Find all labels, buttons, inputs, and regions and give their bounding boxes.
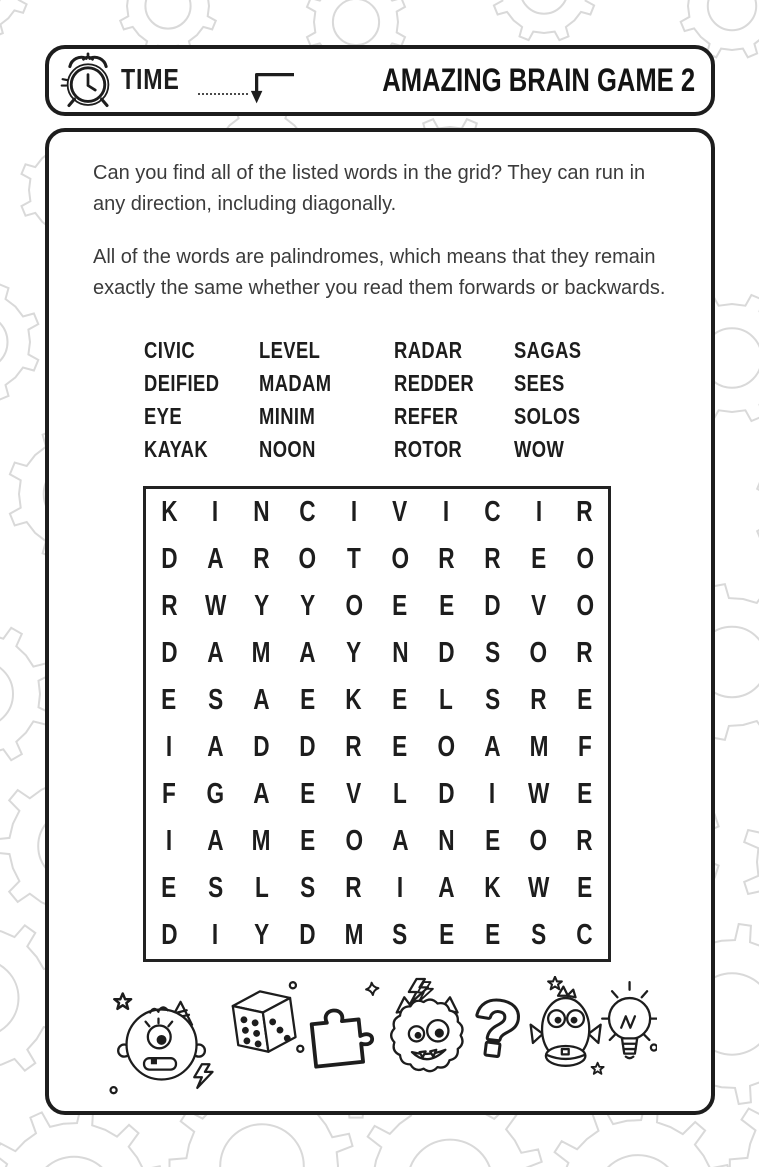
grid-cell xyxy=(377,818,423,865)
grid-cell xyxy=(285,489,331,536)
grid-letter: A xyxy=(438,872,455,904)
grid-cell xyxy=(192,724,238,771)
grid-cell xyxy=(238,771,284,818)
word-list-item xyxy=(514,367,598,400)
alarm-clock-icon xyxy=(59,52,117,110)
grid-letter: I xyxy=(535,496,542,528)
time-label: TIME xyxy=(121,64,180,96)
grid-cell xyxy=(146,677,192,724)
grid-letter: E xyxy=(438,919,454,951)
grid-letter: O xyxy=(345,825,363,857)
grid-letter: R xyxy=(438,543,455,575)
time-write-in-line xyxy=(198,67,248,95)
grid-cell xyxy=(285,724,331,771)
grid-letter: A xyxy=(299,637,316,669)
grid-cell xyxy=(516,489,562,536)
grid-cell xyxy=(192,818,238,865)
grid-letter: A xyxy=(207,543,224,575)
silly-creature-doodle xyxy=(531,977,604,1074)
grid-letter: A xyxy=(391,825,409,857)
grid-cell xyxy=(331,630,377,677)
word-text: SEES xyxy=(514,370,565,396)
grid-letter: D xyxy=(160,919,178,951)
grid-cell xyxy=(238,818,284,865)
word-list-column xyxy=(394,334,514,466)
grid-letter: S xyxy=(207,872,223,904)
grid-cell xyxy=(146,489,192,536)
word-list-item xyxy=(259,433,394,466)
grid-letter: A xyxy=(207,731,224,763)
grid-letter: E xyxy=(300,684,316,716)
grid-letter: C xyxy=(299,496,316,528)
star-icon xyxy=(592,1063,604,1074)
word-list-item xyxy=(394,367,514,400)
word-list-item xyxy=(514,400,598,433)
grid-letter: E xyxy=(577,684,593,716)
grid-cell xyxy=(516,630,562,677)
grid-letter: F xyxy=(162,778,177,810)
grid-letter: R xyxy=(530,684,547,716)
grid-cell xyxy=(331,677,377,724)
grid-letter: K xyxy=(345,684,363,716)
grid-cell xyxy=(516,583,562,630)
cyclops-face-doodle xyxy=(111,994,213,1094)
grid-letter: O xyxy=(391,543,409,575)
grid-cell xyxy=(423,818,469,865)
grid-letter: R xyxy=(345,872,363,904)
grid-cell xyxy=(238,630,284,677)
grid-cell xyxy=(469,818,515,865)
word-text: EYE xyxy=(144,403,183,429)
word-list-item xyxy=(144,433,259,466)
star-icon xyxy=(548,977,562,990)
grid-cell xyxy=(331,724,377,771)
word-list-column xyxy=(144,334,259,466)
grid-letter: E xyxy=(392,731,408,763)
grid-letter: A xyxy=(484,731,501,763)
grid-cell xyxy=(146,912,192,959)
grid-letter: F xyxy=(577,731,592,763)
grid-cell xyxy=(377,583,423,630)
grid-cell xyxy=(562,677,608,724)
grid-letter: E xyxy=(484,919,501,951)
grid-cell xyxy=(238,536,284,583)
grid-cell xyxy=(331,489,377,536)
grid-letter: S xyxy=(531,919,547,951)
grid-cell xyxy=(469,724,515,771)
grid-cell xyxy=(285,865,331,912)
grid-letter: R xyxy=(576,496,594,528)
grid-cell xyxy=(285,630,331,677)
grid-cell xyxy=(562,818,608,865)
word-text: MADAM xyxy=(259,370,332,396)
grid-letter: V xyxy=(346,778,362,810)
grid-cell xyxy=(377,724,423,771)
word-list-item xyxy=(514,433,598,466)
grid-cell xyxy=(285,771,331,818)
fluffy-monster-doodle xyxy=(391,979,462,1071)
word-list xyxy=(144,334,711,466)
grid-letter: E xyxy=(531,543,547,575)
grid-cell xyxy=(423,677,469,724)
grid-letter: N xyxy=(391,637,409,669)
grid-letter: E xyxy=(577,778,593,810)
grid-cell xyxy=(562,536,608,583)
grid-letter: O xyxy=(345,590,363,622)
grid-cell xyxy=(238,865,284,912)
grid-cell xyxy=(562,630,608,677)
instructions-paragraph-2: All of the words are palindromes, which means that they remain exactly the same whether you read them forwards or backwards. xyxy=(93,246,666,299)
grid-letter: A xyxy=(207,825,224,857)
word-list-item xyxy=(394,400,514,433)
dice-doodle xyxy=(231,982,306,1060)
grid-cell xyxy=(469,583,515,630)
grid-letter: L xyxy=(439,684,454,716)
word-text: KAYAK xyxy=(144,436,209,462)
grid-letter: E xyxy=(161,872,177,904)
grid-letter: D xyxy=(253,731,270,763)
grid-cell xyxy=(516,865,562,912)
grid-letter: O xyxy=(576,590,594,622)
word-list-item xyxy=(259,334,394,367)
grid-cell xyxy=(192,771,238,818)
grid-letter: A xyxy=(253,778,270,810)
grid-letter: E xyxy=(392,590,408,622)
word-text: ROTOR xyxy=(394,436,463,462)
grid-letter: R xyxy=(160,590,178,622)
grid-cell xyxy=(423,536,469,583)
grid-letter: C xyxy=(576,919,594,951)
grid-cell xyxy=(516,536,562,583)
grid-cell xyxy=(377,865,423,912)
puzzle-card xyxy=(45,128,715,1115)
word-list-item xyxy=(144,334,259,367)
grid-cell xyxy=(192,536,238,583)
grid-cell xyxy=(562,489,608,536)
star-icon xyxy=(114,994,131,1009)
grid-cell xyxy=(146,818,192,865)
word-list-item xyxy=(514,334,598,367)
grid-letter: O xyxy=(576,543,594,575)
word-text: RADAR xyxy=(394,337,463,363)
grid-letter: E xyxy=(161,684,177,716)
grid-letter: I xyxy=(489,778,496,810)
grid-cell xyxy=(562,912,608,959)
word-text: REFER xyxy=(394,403,459,429)
grid-letter: I xyxy=(443,496,450,528)
word-list-item xyxy=(394,433,514,466)
grid-letter: V xyxy=(392,496,408,528)
grid-cell xyxy=(192,583,238,630)
grid-letter: S xyxy=(392,919,408,951)
page-title: AMAZING BRAIN GAME 2 xyxy=(382,62,695,98)
grid-letter: M xyxy=(252,637,271,669)
word-list-column xyxy=(514,334,598,466)
header-box xyxy=(45,45,715,116)
grid-cell xyxy=(423,865,469,912)
grid-cell xyxy=(562,865,608,912)
grid-letter: Y xyxy=(300,590,316,622)
grid-cell xyxy=(285,536,331,583)
grid-cell xyxy=(192,630,238,677)
grid-letter: E xyxy=(300,778,316,810)
grid-cell xyxy=(562,724,608,771)
grid-cell xyxy=(377,630,423,677)
grid-letter: Y xyxy=(346,637,362,669)
word-text: CIVIC xyxy=(144,337,196,363)
grid-cell xyxy=(469,865,515,912)
grid-cell xyxy=(238,489,284,536)
word-list-column xyxy=(259,334,394,466)
grid-cell xyxy=(331,771,377,818)
grid-letter: A xyxy=(253,684,270,716)
grid-cell xyxy=(377,677,423,724)
grid-cell xyxy=(516,818,562,865)
grid-cell xyxy=(423,771,469,818)
grid-letter: D xyxy=(484,590,501,622)
grid-cell xyxy=(516,912,562,959)
grid-letter: T xyxy=(346,543,361,575)
grid-letter: R xyxy=(484,543,501,575)
grid-letter: S xyxy=(484,637,501,669)
grid-letter: C xyxy=(484,496,501,528)
grid-cell xyxy=(285,912,331,959)
grid-cell xyxy=(192,865,238,912)
grid-cell xyxy=(423,630,469,677)
grid-letter: E xyxy=(438,590,454,622)
grid-letter: D xyxy=(299,731,316,763)
grid-letter: D xyxy=(438,637,455,669)
grid-cell xyxy=(469,536,515,583)
grid-cell xyxy=(423,583,469,630)
grid-letter: E xyxy=(577,872,593,904)
word-text: REDDER xyxy=(394,370,475,396)
grid-cell xyxy=(285,677,331,724)
grid-cell xyxy=(423,724,469,771)
word-list-item xyxy=(394,334,514,367)
grid-cell xyxy=(423,489,469,536)
grid-letter: D xyxy=(299,919,316,951)
grid-letter: V xyxy=(531,590,547,622)
grid-letter: W xyxy=(528,778,550,810)
grid-letter: A xyxy=(207,637,224,669)
grid-cell xyxy=(469,677,515,724)
grid-cell xyxy=(562,583,608,630)
grid-letter: O xyxy=(529,637,548,669)
word-text: WOW xyxy=(514,436,565,462)
light-bulb-doodle xyxy=(602,982,657,1058)
grid-letter: K xyxy=(160,496,178,528)
word-text: LEVEL xyxy=(259,337,321,363)
grid-cell xyxy=(516,677,562,724)
grid-letter: D xyxy=(160,637,178,669)
grid-letter: S xyxy=(300,872,316,904)
grid-letter: N xyxy=(253,496,270,528)
question-mark-doodle xyxy=(468,984,524,1074)
grid-cell xyxy=(516,771,562,818)
grid-cell xyxy=(469,912,515,959)
word-list-item xyxy=(259,400,394,433)
grid-cell xyxy=(238,677,284,724)
grid-cell xyxy=(377,489,423,536)
grid-letter: O xyxy=(437,731,456,763)
grid-letter: L xyxy=(254,872,269,904)
grid-cell xyxy=(192,912,238,959)
grid-cell xyxy=(377,536,423,583)
grid-letter: E xyxy=(300,825,316,857)
grid-letter: I xyxy=(165,731,173,763)
grid-cell xyxy=(331,583,377,630)
sparkle-icon xyxy=(365,982,379,996)
grid-letter: G xyxy=(206,778,225,810)
word-list-item xyxy=(144,400,259,433)
grid-letter: I xyxy=(212,496,219,528)
grid-letter: S xyxy=(484,684,501,716)
grid-cell xyxy=(146,865,192,912)
grid-letter: R xyxy=(576,825,594,857)
instructions-paragraph-1: Can you find all of the listed words in the grid? They can run in any direction, including diagonally. xyxy=(93,162,646,215)
grid-cell xyxy=(192,489,238,536)
grid-letter: Y xyxy=(253,919,270,951)
grid-cell xyxy=(469,489,515,536)
grid-letter: D xyxy=(160,543,178,575)
grid-cell xyxy=(562,771,608,818)
grid-letter: D xyxy=(438,778,455,810)
word-text: SOLOS xyxy=(514,403,581,429)
grid-letter: K xyxy=(484,872,501,904)
word-text: NOON xyxy=(259,436,316,462)
grid-cell xyxy=(146,630,192,677)
grid-letter: O xyxy=(529,825,548,857)
grid-cell xyxy=(238,583,284,630)
grid-letter: O xyxy=(298,543,317,575)
grid-letter: W xyxy=(528,872,550,904)
grid-cell xyxy=(285,818,331,865)
grid-cell xyxy=(377,912,423,959)
grid-letter: R xyxy=(253,543,270,575)
grid-cell xyxy=(146,536,192,583)
word-text: DEIFIED xyxy=(144,370,220,396)
grid-cell xyxy=(469,630,515,677)
grid-cell xyxy=(423,912,469,959)
elbow-arrow-down-icon xyxy=(248,71,294,105)
grid-letter: I xyxy=(350,496,358,528)
grid-cell xyxy=(146,583,192,630)
grid-letter: S xyxy=(207,684,223,716)
word-text: SAGAS xyxy=(514,337,582,363)
grid-letter: W xyxy=(204,590,226,622)
doodle-strip xyxy=(109,976,657,1098)
puzzle-piece-doodle xyxy=(308,982,386,1067)
svg-text:?: ? xyxy=(468,984,525,1075)
grid-cell xyxy=(516,724,562,771)
grid-letter: E xyxy=(484,825,501,857)
grid-cell xyxy=(238,724,284,771)
grid-cell xyxy=(469,771,515,818)
grid-letter: R xyxy=(345,731,363,763)
grid-cell xyxy=(331,865,377,912)
grid-letter: I xyxy=(396,872,404,904)
grid-letter: M xyxy=(529,731,549,763)
word-text: MINIM xyxy=(259,403,316,429)
grid-letter: I xyxy=(212,919,219,951)
grid-cell xyxy=(285,583,331,630)
grid-letter: M xyxy=(344,919,364,951)
grid-letter: Y xyxy=(253,590,270,622)
grid-letter: R xyxy=(576,637,594,669)
grid-letter: M xyxy=(252,825,271,857)
word-search-grid xyxy=(143,486,611,962)
word-list-item xyxy=(259,367,394,400)
grid-cell xyxy=(377,771,423,818)
grid-cell xyxy=(331,912,377,959)
grid-letter: L xyxy=(393,778,408,810)
grid-letter: I xyxy=(165,825,173,857)
grid-letter: N xyxy=(438,825,455,857)
grid-cell xyxy=(331,536,377,583)
grid-cell xyxy=(238,912,284,959)
grid-cell xyxy=(192,677,238,724)
grid-cell xyxy=(331,818,377,865)
word-list-item xyxy=(144,367,259,400)
grid-cell xyxy=(146,771,192,818)
grid-letter: E xyxy=(392,684,408,716)
grid-cell xyxy=(146,724,192,771)
